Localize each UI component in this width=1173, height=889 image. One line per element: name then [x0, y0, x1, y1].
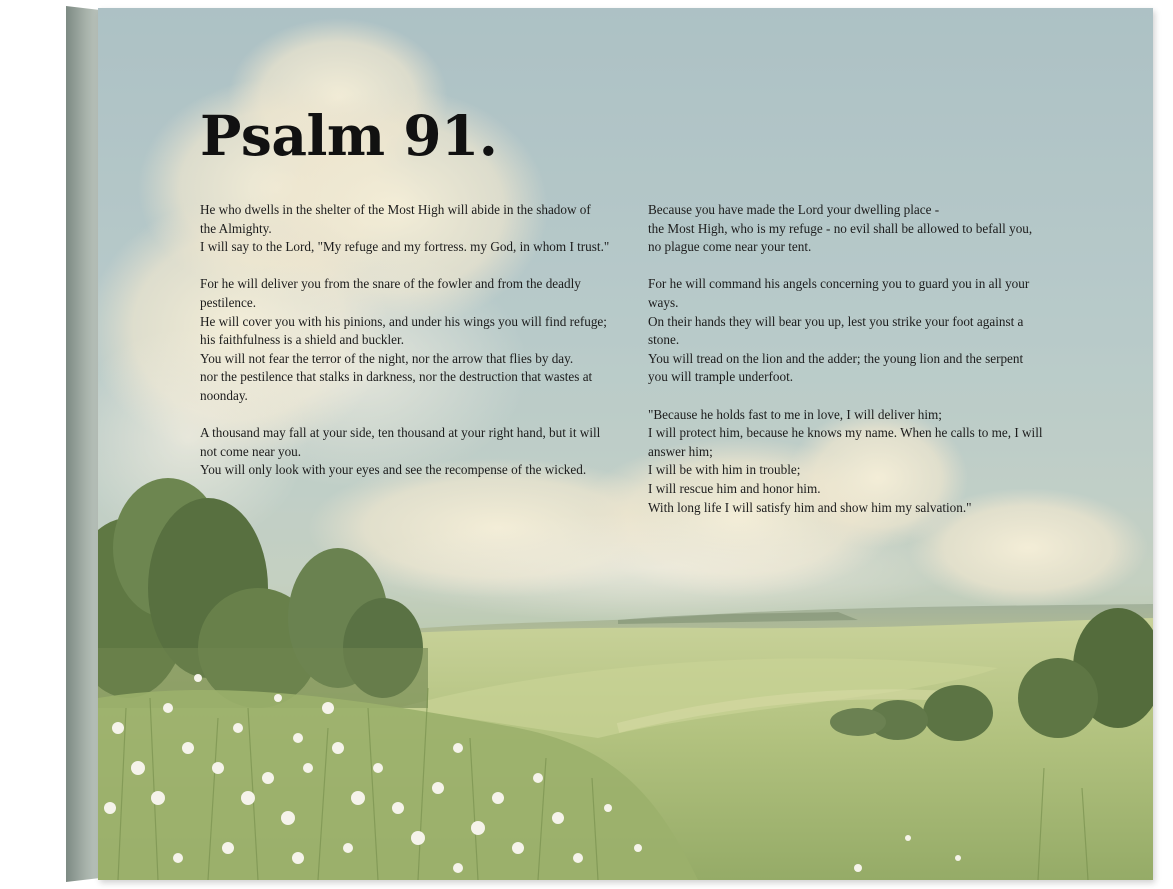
verse-line: He who dwells in the shelter of the Most High will abide in the shadow of the Almighty. — [200, 202, 591, 236]
verse-line: "Because he holds fast to me in love, I will deliver him; — [648, 406, 942, 422]
verse-line: I will rescue him and honor him. — [648, 480, 821, 496]
verse-line: For he will deliver you from the snare of the fowler and from the deadly pestilence. — [200, 276, 581, 310]
verse-line: You will only look with your eyes and see the recompense of the wicked. — [200, 462, 587, 478]
verse-column-left — [200, 201, 610, 499]
verse-line: I will protect him, because he knows my name. When he calls to me, I will answer him; — [648, 425, 1043, 459]
verse-line: A thousand may fall at your side, ten thousand at your right hand, but it will not come near you. — [200, 425, 601, 459]
canvas-print — [98, 8, 1153, 880]
verse-line: nor the pestilence that stalks in darkness, nor the destruction that wastes at noonday. — [200, 369, 593, 403]
psalm-title: Psalm 91. — [200, 103, 498, 168]
verse-line: I will say to the Lord, "My refuge and my fortress. my God, in whom I trust." — [200, 239, 610, 255]
stanza — [200, 424, 610, 480]
verse-column-right — [648, 201, 1043, 536]
stanza — [648, 406, 1043, 518]
verse-line: With long life I will satisfy him and show him my salvation." — [648, 499, 972, 515]
verse-line: the Most High, who is my refuge - no evil shall be allowed to befall you, no plague come near your tent. — [648, 220, 1033, 255]
canvas-side-edge — [66, 6, 100, 882]
stanza — [648, 201, 1043, 257]
verse-line: You will tread on the lion and the adder; the young lion and the serpent you will trample underfoot. — [648, 350, 1024, 385]
stanza — [648, 275, 1043, 387]
verse-line: He will cover you with his pinions, and under his wings you will find refuge; his faithfulness is a shield and buckler. — [200, 313, 607, 348]
verse-line: Because you have made the Lord your dwelling place - — [648, 202, 940, 217]
stanza — [200, 275, 610, 405]
stanza — [200, 201, 610, 257]
verse-line: On their hands they will bear you up, lest you strike your foot against a stone. — [648, 313, 1024, 348]
verse-line: You will not fear the terror of the night, nor the arrow that flies by day. — [200, 350, 574, 366]
verse-line: I will be with him in trouble; — [648, 462, 801, 478]
verse-line: For he will command his angels concerning you to guard you in all your ways. — [648, 276, 1030, 310]
